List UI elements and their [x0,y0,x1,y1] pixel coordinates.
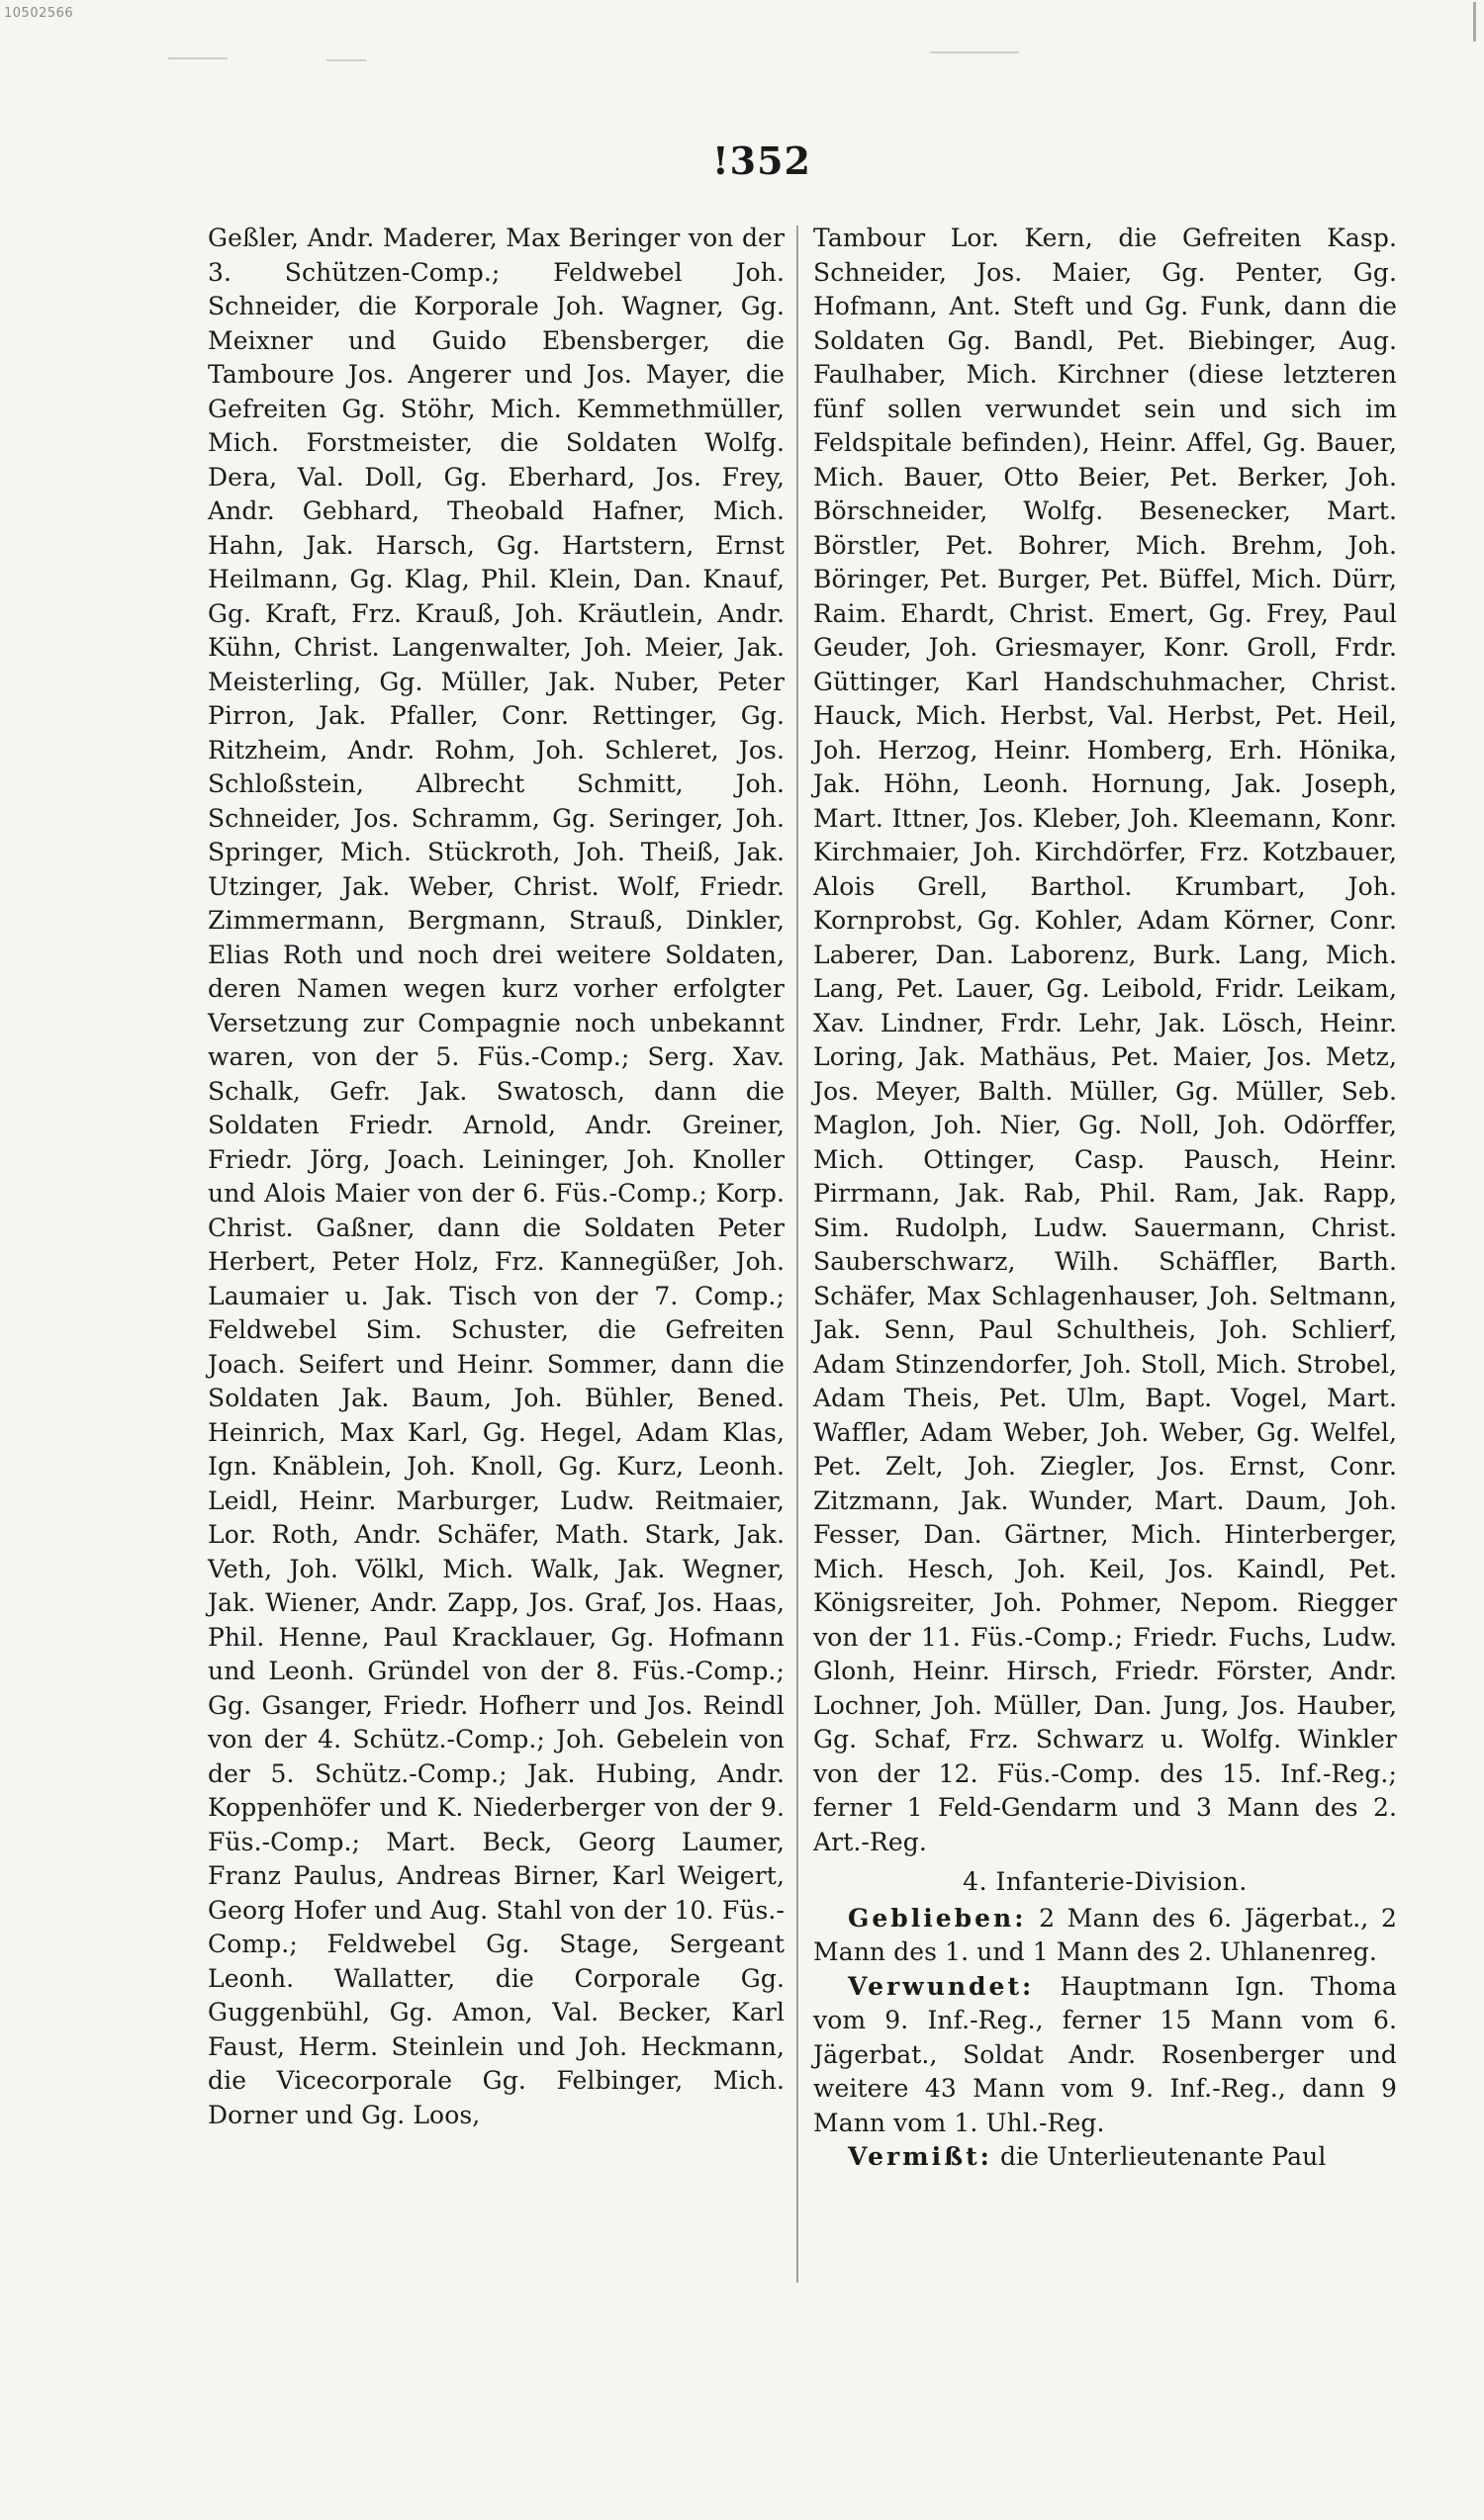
page-number-text: !352 [711,138,811,183]
missing-paragraph [813,2140,1397,2175]
wounded-label: Verwundet: [848,1971,1035,2001]
fallen-label: Geblieben: [848,1903,1027,1933]
page-number [0,138,1484,183]
fallen-text: 2 Mann des 6. Jägerbat., 2 Mann des 1. und 1 Mann des 2. Uhlanenreg. [813,1903,1397,1966]
right-column-paragraph: Tambour Lor. Kern, die Gefreiten Kasp. Schneider, Jos. Maier, Gg. Penter, Gg. Hofmann, Ant. Steft und Gg. Funk, dann die Soldaten Gg. Bandl, Pet. Biebinger, Aug. Faulhaber, Mich. Kirchner (diese letzteren fünf sollen verwundet sein und sich im Feldspitale befinden), Heinr. Affel, Gg. Bauer, Mich. Bauer, Otto Beier, Pet. Berker, Joh. Börschneider, Wolfg. Besenecker, Mart. Börstler, Pet. Bohrer, Mich. Brehm, Joh. Böringer, Pet. Burger, Pet. Büffel, Mich. Dürr, Raim. Ehardt, Christ. Emert, Gg. Frey, Paul Geuder, Joh. Griesmayer, Konr. Groll, Frdr. Güttinger, Karl Handschuhmacher, Christ. Hauck, Mich. Herbst, Val. Herbst, Pet. Heil, Joh. Herzog, Heinr. Homberg, Erh. Hönika, Jak. Höhn, Leonh. Hornung, Jak. Joseph, Mart. Ittner, Jos. Kleber, Joh. Kleemann, Konr. Kirchmaier, Joh. Kirchdörfer, Frz. Kotzbauer, Alois Grell, Barthol. Krumbart, Joh. Kornprobst, Gg. Kohler, Adam Körner, Conr. Laberer, Dan. Laborenz, Burk. Lang, Mich. Lang, Pet. Lauer, Gg. Leibold, Fridr. Leikam, Xav. Lindner, Frdr. Lehr, Jak. Lösch, Heinr. Loring, Jak. Mathäus, Pet. Maier, Jos. Metz, Jos. Meyer, Balth. Müller, Gg. Müller, Seb. Maglon, Joh. Nier, Gg. Noll, Joh. Odörffer, Mich. Ottinger, Casp. Pausch, Heinr. Pirrmann, Jak. Rab, Phil. Ram, Jak. Rapp, Sim. Rudolph, Ludw. Sauermann, Christ. Sauberschwarz, Wilh. Schäffler, Barth. Schäfer, Max Schlagenhauser, Joh. Seltmann, Jak. Senn, Paul Schultheis, Joh. Schlierf, Adam Stinzendorfer, Joh. Stoll, Mich. Strobel, Adam Theis, Pet. Ulm, Bapt. Vogel, Mart. Waffler, Adam Weber, Joh. Weber, Gg. Welfel, Pet. Zelt, Joh. Ziegler, Jos. Ernst, Conr. Zitzmann, Jak. Wunder, Mart. Daum, Joh. Fesser, Dan. Gärtner, Mich. Hinterberger, Mich. Hesch, Joh. Keil, Jos. Kaindl, Pet. Königsreiter, Joh. Pohmer, Nepom. Riegger von der 11. Füs.-Comp.; Friedr. Fuchs, Ludw. Glonh, Heinr. Hirsch, Friedr. Förster, Andr. Lochner, Joh. Müller, Dan. Jung, Jos. Hauber, Gg. Schaf, Frz. Schwarz u. Wolfg. Winkler von der 12. Füs.-Comp. des 15. Inf.-Reg.; ferner 1 Feld-Gendarm und 3 Mann des 2. Art.-Reg. [813,224,1397,1856]
column-divider [796,225,798,2283]
scan-smudge [168,57,228,59]
wounded-text: Hauptmann Ign. Thoma vom 9. Inf.-Reg., ferner 15 Mann vom 6. Jägerbat., Soldat Andr. Rosenberger und weitere 43 Mann vom 9. Inf.-Reg., dann 9 Mann vom 1. Uhl.-Reg. [813,1971,1397,2137]
section-heading: 4. Infanterie-Division. [963,1867,1248,1896]
left-column [208,222,785,2132]
scan-smudge [326,59,366,61]
left-column-text: Geßler, Andr. Maderer, Max Beringer von der 3. Schützen-Comp.; Feldwebel Joh. Schneider, die Korporale Joh. Wagner, Gg. Meixner und Guido Ebensberger, die Tamboure Jos. Angerer und Jos. Mayer, die Gefreiten Gg. Stöhr, Mich. Kemmethmüller, Mich. Forstmeister, die Soldaten Wolfg. Dera, Val. Doll, Gg. Eberhard, Jos. Frey, Andr. Gebhard, Theobald Hafner, Mich. Hahn, Jak. Harsch, Gg. Hartstern, Ernst Heilmann, Gg. Klag, Phil. Klein, Dan. Knauf, Gg. Kraft, Frz. Krauß, Joh. Kräutlein, Andr. Kühn, Christ. Langenwalter, Joh. Meier, Jak. Meisterling, Gg. Müller, Jak. Nuber, Peter Pirron, Jak. Pfaller, Conr. Rettinger, Gg. Ritzheim, Andr. Rohm, Joh. Schleret, Jos. Schloßstein, Albrecht Schmitt, Joh. Schneider, Jos. Schramm, Gg. Seringer, Joh. Springer, Mich. Stückroth, Joh. Theiß, Jak. Utzinger, Jak. Weber, Christ. Wolf, Friedr. Zimmermann, Bergmann, Strauß, Dinkler, Elias Roth und noch drei weitere Soldaten, deren Namen wegen kurz vorher erfolgter Versetzung zur Compagnie noch unbekannt waren, von der 5. Füs.-Comp.; Serg. Xav. Schalk, Gefr. Jak. Swatosch, dann die Soldaten Friedr. Arnold, Andr. Greiner, Friedr. Jörg, Joach. Leininger, Joh. Knoller und Alois Maier von der 6. Füs.-Comp.; Korp. Christ. Gaßner, dann die Soldaten Peter Herbert, Peter Holz, Frz. Kannegüßer, Joh. Laumaier u. Jak. Tisch von der 7. Comp.; Feldwebel Sim. Schuster, die Gefreiten Joach. Seifert und Heinr. Sommer, dann die Soldaten Jak. Baum, Joh. Bühler, Bened. Heinrich, Max Karl, Gg. Hegel, Adam Klas, Ign. Knäblein, Joh. Knoll, Gg. Kurz, Leonh. Leidl, Heinr. Marburger, Ludw. Reitmaier, Lor. Roth, Andr. Schäfer, Math. Stark, Jak. Veth, Joh. Völkl, Mich. Walk, Jak. Wegner, Jak. Wiener, Andr. Zapp, Jos. Graf, Jos. Haas, Phil. Henne, Paul Kracklauer, Gg. Hofmann und Leonh. Gründel von der 8. Füs.-Comp.; Gg. Gsanger, Friedr. Hofherr und Jos. Reindl von der 4. Schütz.-Comp.; Joh. Gebelein von der 5. Schütz.-Comp.; Jak. Hubing, Andr. Koppenhöfer und K. Niederberger von der 9. Füs.-Comp.; Mart. Beck, Georg Laumer, Franz Paulus, Andreas Birner, Karl Weigert, Georg Hofer und Aug. Stahl von der 10. Füs.-Comp.; Feldwebel Gg. Stage, Sergeant Leonh. Wallatter, die Corporale Gg. Guggenbühl, Gg. Amon, Val. Becker, Karl Faust, Herm. Steinlein und Joh. Heckmann, die Vicecorporale Gg. Felbinger, Mich. Dorner und Gg. Loos, [208,224,785,2129]
scan-smudge [930,51,1019,53]
right-column [813,222,1397,2175]
page-edge-mark [1434,2,1476,42]
wounded-paragraph [813,1970,1397,2141]
missing-text: die Unterlieutenante Paul [999,2142,1327,2171]
fallen-paragraph [813,1902,1397,1970]
missing-label: Vermißt: [848,2142,992,2171]
scan-id: 10502566 [4,6,74,21]
